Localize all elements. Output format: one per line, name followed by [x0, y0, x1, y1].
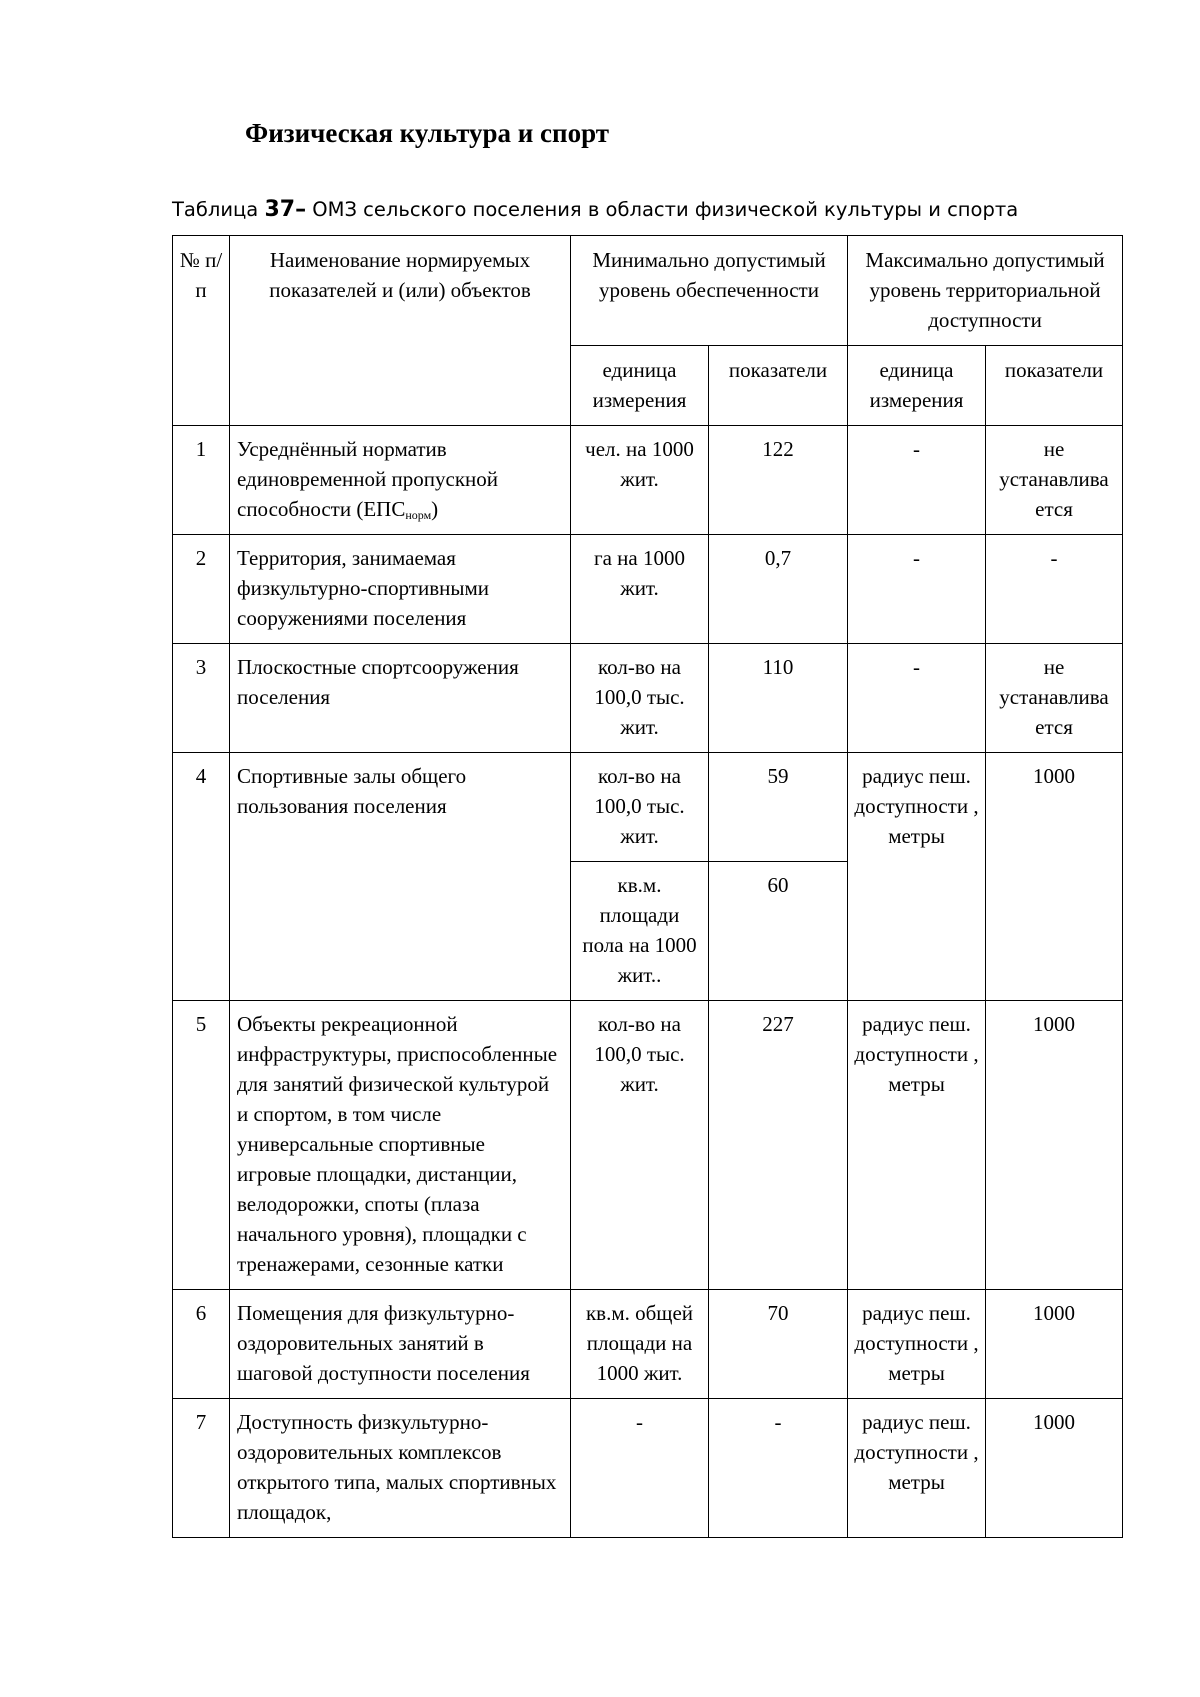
caption-text: ОМЗ сельского поселения в области физической культуры и спорта: [312, 198, 1019, 221]
row-max-unit: радиус пеш. доступности , метры: [848, 1001, 986, 1290]
row-min-value: 0,7: [709, 535, 848, 644]
row-name: Помещения для физкультурно-оздоровительных занятий в шаговой доступности поселения: [230, 1290, 571, 1399]
table-row: [173, 1001, 1123, 1290]
row-min-unit: -: [571, 1399, 709, 1538]
table-caption: [172, 197, 1018, 223]
caption-prefix: Таблица: [172, 198, 259, 221]
row-min-value: 227: [709, 1001, 848, 1290]
row-name: Объекты рекреационной инфраструктуры, приспособленные для занятий физической культурой и спортом, в том числе универсальные спортивные игровые площадки, дистанции, велодорожки, споты (плаза начального уровня), площадки с тренажерами, сезонные катки: [230, 1001, 571, 1290]
header-max-group: Максимально допустимый уровень территориальной доступности: [848, 236, 1123, 346]
row-num: 3: [173, 644, 230, 753]
row-min-value: 122: [709, 426, 848, 535]
header-min-unit: единица измерения: [571, 346, 709, 426]
row-num: 7: [173, 1399, 230, 1538]
row-max-unit: радиус пеш. доступности , метры: [848, 1399, 986, 1538]
header-name: Наименование нормируемых показателей и (или) объектов: [230, 236, 571, 426]
row-num: 1: [173, 426, 230, 535]
row-max-value: не устанавлива ется: [986, 426, 1123, 535]
header-max-unit: единица измерения: [848, 346, 986, 426]
table-row: [173, 644, 1123, 753]
row-min-value-2: 60: [709, 862, 848, 1001]
table-header-row: [173, 236, 1123, 346]
table-row: [173, 535, 1123, 644]
row-max-value: 1000: [986, 1001, 1123, 1290]
row-num: 6: [173, 1290, 230, 1399]
row-num: 4: [173, 753, 230, 1001]
row-name: Усреднённый норматив единовременной пропускной способности $(ЕПС_{норм})$: [230, 426, 571, 535]
row-min-unit: кол-во на 100,0 тыс. жит.: [571, 1001, 709, 1290]
header-max-value: показатели: [986, 346, 1123, 426]
row-name: Доступность физкультурно-оздоровительных комплексов открытого типа, малых спортивных площадок,: [230, 1399, 571, 1538]
header-num: № п/п: [173, 236, 230, 426]
row-max-unit: радиус пеш. доступности , метры: [848, 753, 986, 1001]
row-max-unit: радиус пеш. доступности , метры: [848, 1290, 986, 1399]
table-row: [173, 426, 1123, 535]
section-heading: Физическая культура и спорт: [245, 118, 610, 148]
row-min-unit: кол-во на 100,0 тыс. жит.: [571, 644, 709, 753]
table-row: [173, 1399, 1123, 1538]
standards-table: [172, 235, 1123, 1538]
row-num: 5: [173, 1001, 230, 1290]
table-row: [173, 1290, 1123, 1399]
row-max-value: 1000: [986, 1399, 1123, 1538]
row-name: Территория, занимаемая физкультурно-спортивными сооружениями поселения: [230, 535, 571, 644]
row-max-unit: -: [848, 426, 986, 535]
row-max-value: 1000: [986, 1290, 1123, 1399]
row-min-value: 70: [709, 1290, 848, 1399]
row-max-value: не устанавлива ется: [986, 644, 1123, 753]
table-row: [173, 753, 1123, 862]
row-min-unit: кв.м. общей площади на 1000 жит.: [571, 1290, 709, 1399]
header-min-group: Минимально допустимый уровень обеспеченности: [571, 236, 848, 346]
caption-number: 37: [264, 197, 296, 222]
row-min-unit: кол-во на 100,0 тыс. жит.: [571, 753, 709, 862]
row-max-value: 1000: [986, 753, 1123, 1001]
row-max-unit: -: [848, 644, 986, 753]
header-min-value: показатели: [709, 346, 848, 426]
row-max-unit: -: [848, 535, 986, 644]
row-min-unit-2: кв.м. площади пола на 1000 жит..: [571, 862, 709, 1001]
row-name: Плоскостные спортсооружения поселения: [230, 644, 571, 753]
row-max-value: -: [986, 535, 1123, 644]
row-min-value: 110: [709, 644, 848, 753]
row-num: 2: [173, 535, 230, 644]
row-min-value: 59: [709, 753, 848, 862]
row-min-value: -: [709, 1399, 848, 1538]
caption-dash: –: [295, 197, 307, 222]
row-min-unit: га на 1000 жит.: [571, 535, 709, 644]
row-name: Спортивные залы общего пользования поселения: [230, 753, 571, 1001]
row-min-unit: чел. на 1000 жит.: [571, 426, 709, 535]
